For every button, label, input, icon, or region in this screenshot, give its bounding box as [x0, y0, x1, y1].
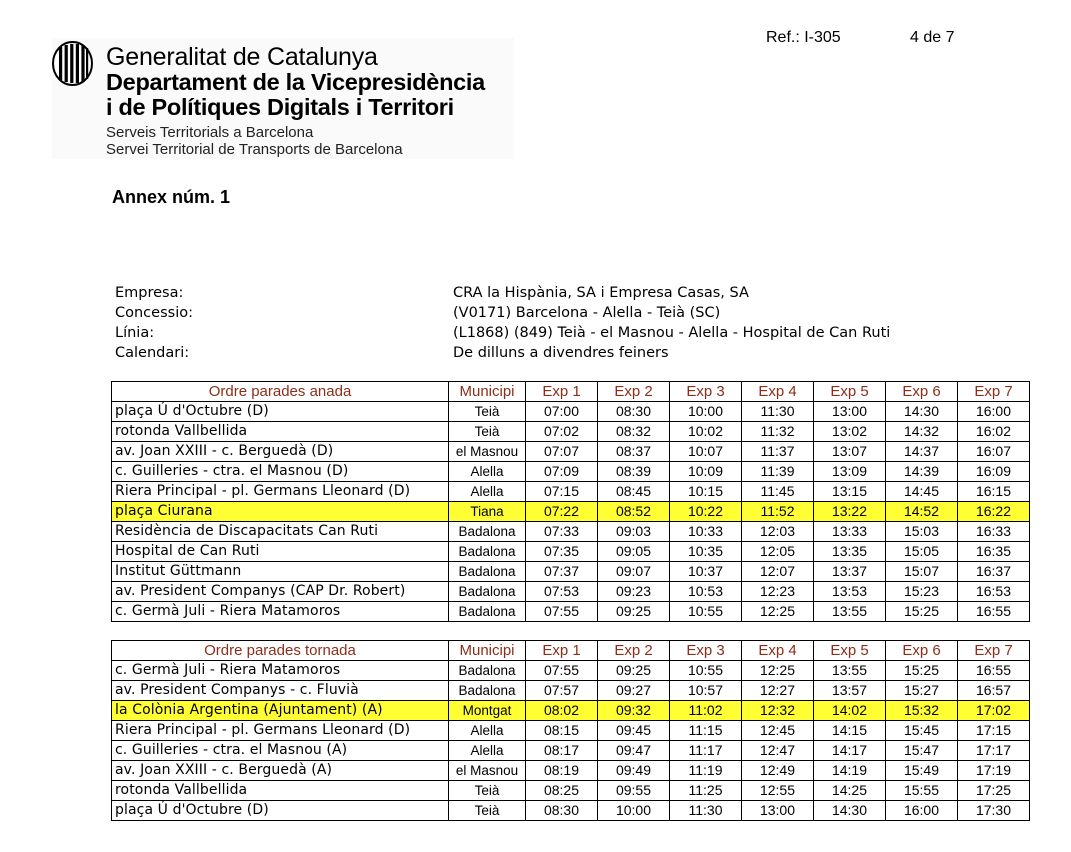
departure-time: 07:02	[526, 422, 598, 442]
departure-time: 10:15	[670, 482, 742, 502]
departure-time: 11:15	[670, 721, 742, 741]
municipality: Alella	[449, 482, 526, 502]
departure-time: 16:53	[958, 582, 1030, 602]
generalitat-emblem-icon	[52, 41, 93, 86]
trip-column-header: Exp 4	[742, 382, 814, 402]
departure-time: 17:30	[958, 801, 1030, 821]
departure-time: 12:47	[742, 741, 814, 761]
departure-time: 09:49	[598, 761, 670, 781]
departure-time: 12:27	[742, 681, 814, 701]
stop-name: c. Germà Juli - Riera Matamoros	[112, 661, 449, 681]
stop-column-header: Ordre parades tornada	[112, 641, 449, 661]
municipality: Teià	[449, 781, 526, 801]
stop-name: Residència de Discapacitats Can Ruti	[112, 522, 449, 542]
stop-name: Institut Güttmann	[112, 562, 449, 582]
stop-name: rotonda Vallbellida	[112, 781, 449, 801]
departure-time: 10:02	[670, 422, 742, 442]
departure-time: 09:25	[598, 602, 670, 622]
info-value: De dilluns a divendres feiners	[453, 345, 669, 361]
municipality: Badalona	[449, 602, 526, 622]
departure-time: 08:02	[526, 701, 598, 721]
departure-time: 09:45	[598, 721, 670, 741]
table-row	[112, 602, 1030, 622]
departure-time: 13:22	[814, 502, 886, 522]
departure-time: 13:53	[814, 582, 886, 602]
departure-time: 16:00	[886, 801, 958, 821]
stop-name: av. Joan XXIII - c. Berguedà (D)	[112, 442, 449, 462]
departure-time: 08:37	[598, 442, 670, 462]
departure-time: 12:49	[742, 761, 814, 781]
trip-column-header: Exp 7	[958, 641, 1030, 661]
departure-time: 09:07	[598, 562, 670, 582]
departure-time: 14:32	[886, 422, 958, 442]
departure-time: 11:30	[742, 402, 814, 422]
departure-time: 08:39	[598, 462, 670, 482]
trip-column-header: Exp 2	[598, 641, 670, 661]
departure-time: 12:55	[742, 781, 814, 801]
table-row	[112, 502, 1030, 522]
departure-time: 16:07	[958, 442, 1030, 462]
trip-column-header: Exp 5	[814, 382, 886, 402]
municipality: Badalona	[449, 522, 526, 542]
departure-time: 14:19	[814, 761, 886, 781]
departure-time: 15:05	[886, 542, 958, 562]
departure-time: 14:17	[814, 741, 886, 761]
info-value: (V0171) Barcelona - Alella - Teià (SC)	[453, 305, 721, 321]
departure-time: 09:23	[598, 582, 670, 602]
return-timetable	[111, 640, 1030, 821]
departure-time: 14:52	[886, 502, 958, 522]
departure-time: 13:00	[742, 801, 814, 821]
municipality: Badalona	[449, 542, 526, 562]
departure-time: 16:33	[958, 522, 1030, 542]
service-line-2: Servei Territorial de Transports de Barcelona	[106, 141, 403, 158]
departure-time: 13:02	[814, 422, 886, 442]
table-row	[112, 422, 1030, 442]
municipality: Teià	[449, 801, 526, 821]
departure-time: 11:30	[670, 801, 742, 821]
departure-time: 08:45	[598, 482, 670, 502]
municipality: Badalona	[449, 661, 526, 681]
departure-time: 10:35	[670, 542, 742, 562]
departure-time: 16:37	[958, 562, 1030, 582]
municipality: Teià	[449, 422, 526, 442]
departure-time: 11:45	[742, 482, 814, 502]
table-row	[112, 721, 1030, 741]
table-row	[112, 781, 1030, 801]
departure-time: 13:57	[814, 681, 886, 701]
departure-time: 07:22	[526, 502, 598, 522]
stop-name: plaça Ciurana	[112, 502, 449, 522]
departure-time: 15:55	[886, 781, 958, 801]
departure-time: 07:33	[526, 522, 598, 542]
trip-column-header: Exp 2	[598, 382, 670, 402]
municipality-column-header: Municipi	[449, 641, 526, 661]
table-row	[112, 761, 1030, 781]
departure-time: 09:03	[598, 522, 670, 542]
departure-time: 12:25	[742, 602, 814, 622]
departure-time: 10:22	[670, 502, 742, 522]
stop-name: plaça Ú d'Octubre (D)	[112, 402, 449, 422]
departure-time: 09:55	[598, 781, 670, 801]
departure-time: 14:02	[814, 701, 886, 721]
departure-time: 17:17	[958, 741, 1030, 761]
info-label: Concessio:	[115, 305, 193, 321]
departure-time: 13:00	[814, 402, 886, 422]
departure-time: 13:55	[814, 661, 886, 681]
info-value: CRA la Hispània, SA i Empresa Casas, SA	[453, 285, 749, 301]
departure-time: 14:45	[886, 482, 958, 502]
departure-time: 15:27	[886, 681, 958, 701]
municipality-column-header: Municipi	[449, 382, 526, 402]
departure-time: 11:25	[670, 781, 742, 801]
departure-time: 08:30	[526, 801, 598, 821]
departure-time: 08:17	[526, 741, 598, 761]
stop-name: c. Guilleries - ctra. el Masnou (D)	[112, 462, 449, 482]
departure-time: 12:45	[742, 721, 814, 741]
departure-time: 16:02	[958, 422, 1030, 442]
departure-time: 12:32	[742, 701, 814, 721]
departure-time: 09:47	[598, 741, 670, 761]
trip-column-header: Exp 6	[886, 641, 958, 661]
table-header-row	[112, 382, 1030, 402]
departure-time: 10:37	[670, 562, 742, 582]
departure-time: 16:15	[958, 482, 1030, 502]
trip-column-header: Exp 4	[742, 641, 814, 661]
outbound-timetable	[111, 381, 1030, 622]
stop-name: la Colònia Argentina (Ajuntament) (A)	[112, 701, 449, 721]
table-row	[112, 701, 1030, 721]
departure-time: 16:22	[958, 502, 1030, 522]
departure-time: 13:35	[814, 542, 886, 562]
departure-time: 14:30	[886, 402, 958, 422]
departure-time: 11:32	[742, 422, 814, 442]
stop-name: plaça Ú d'Octubre (D)	[112, 801, 449, 821]
info-label: Empresa:	[115, 285, 184, 301]
trip-column-header: Exp 1	[526, 641, 598, 661]
departure-time: 07:07	[526, 442, 598, 462]
departure-time: 10:09	[670, 462, 742, 482]
departure-time: 08:19	[526, 761, 598, 781]
annex-title: Annex núm. 1	[112, 187, 231, 207]
departure-time: 10:33	[670, 522, 742, 542]
table-row	[112, 482, 1030, 502]
departure-time: 07:00	[526, 402, 598, 422]
departure-time: 15:07	[886, 562, 958, 582]
departure-time: 09:05	[598, 542, 670, 562]
departure-time: 07:57	[526, 681, 598, 701]
info-label: Línia:	[115, 325, 155, 341]
departure-time: 10:57	[670, 681, 742, 701]
departure-time: 07:53	[526, 582, 598, 602]
table-row	[112, 801, 1030, 821]
departure-time: 11:37	[742, 442, 814, 462]
departure-time: 10:00	[598, 801, 670, 821]
departure-time: 15:23	[886, 582, 958, 602]
departure-time: 07:55	[526, 602, 598, 622]
departure-time: 09:27	[598, 681, 670, 701]
stop-column-header: Ordre parades anada	[112, 382, 449, 402]
stop-name: c. Germà Juli - Riera Matamoros	[112, 602, 449, 622]
departure-time: 14:30	[814, 801, 886, 821]
departure-time: 07:35	[526, 542, 598, 562]
departure-time: 11:17	[670, 741, 742, 761]
departure-time: 16:09	[958, 462, 1030, 482]
departure-time: 16:55	[958, 602, 1030, 622]
departure-time: 17:19	[958, 761, 1030, 781]
reference-number: Ref.: I-305	[766, 29, 841, 46]
municipality: el Masnou	[449, 761, 526, 781]
org-name: Generalitat de Catalunya	[106, 43, 378, 71]
municipality: Teià	[449, 402, 526, 422]
departure-time: 17:25	[958, 781, 1030, 801]
municipality: Alella	[449, 462, 526, 482]
departure-time: 13:37	[814, 562, 886, 582]
departure-time: 11:19	[670, 761, 742, 781]
departure-time: 10:55	[670, 602, 742, 622]
departure-time: 13:55	[814, 602, 886, 622]
departure-time: 12:07	[742, 562, 814, 582]
stop-name: Riera Principal - pl. Germans Lleonard (D)	[112, 721, 449, 741]
stop-name: Riera Principal - pl. Germans Lleonard (D)	[112, 482, 449, 502]
departure-time: 16:55	[958, 661, 1030, 681]
stop-name: rotonda Vallbellida	[112, 422, 449, 442]
municipality: Alella	[449, 721, 526, 741]
table-row	[112, 522, 1030, 542]
departure-time: 16:35	[958, 542, 1030, 562]
departure-time: 08:15	[526, 721, 598, 741]
departure-time: 16:57	[958, 681, 1030, 701]
stop-name: Hospital de Can Ruti	[112, 542, 449, 562]
trip-column-header: Exp 1	[526, 382, 598, 402]
departure-time: 11:39	[742, 462, 814, 482]
department-line-2: i de Polítiques Digitals i Territori	[106, 94, 454, 120]
departure-time: 07:09	[526, 462, 598, 482]
departure-time: 16:00	[958, 402, 1030, 422]
departure-time: 15:25	[886, 602, 958, 622]
municipality: Badalona	[449, 562, 526, 582]
departure-time: 14:15	[814, 721, 886, 741]
table-row	[112, 462, 1030, 482]
departure-time: 07:55	[526, 661, 598, 681]
municipality: Alella	[449, 741, 526, 761]
departure-time: 13:15	[814, 482, 886, 502]
departure-time: 09:32	[598, 701, 670, 721]
municipality: Badalona	[449, 681, 526, 701]
generalitat-logo-block	[52, 38, 514, 159]
departure-time: 07:37	[526, 562, 598, 582]
municipality: el Masnou	[449, 442, 526, 462]
departure-time: 14:25	[814, 781, 886, 801]
departure-time: 07:15	[526, 482, 598, 502]
table-row	[112, 442, 1030, 462]
departure-time: 14:37	[886, 442, 958, 462]
service-line-1: Serveis Territorials a Barcelona	[106, 124, 314, 141]
departure-time: 12:25	[742, 661, 814, 681]
table-row	[112, 681, 1030, 701]
departure-time: 13:33	[814, 522, 886, 542]
departure-time: 14:39	[886, 462, 958, 482]
municipality: Tiana	[449, 502, 526, 522]
departure-time: 17:02	[958, 701, 1030, 721]
table-row	[112, 402, 1030, 422]
info-value: (L1868) (849) Teià - el Masnou - Alella - Hospital de Can Ruti	[453, 325, 891, 341]
departure-time: 12:23	[742, 582, 814, 602]
department-line-1: Departament de la Vicepresidència	[106, 69, 485, 95]
departure-time: 11:02	[670, 701, 742, 721]
departure-time: 15:25	[886, 661, 958, 681]
departure-time: 10:55	[670, 661, 742, 681]
departure-time: 15:32	[886, 701, 958, 721]
table-row	[112, 582, 1030, 602]
trip-column-header: Exp 3	[670, 382, 742, 402]
departure-time: 12:03	[742, 522, 814, 542]
departure-time: 08:52	[598, 502, 670, 522]
municipality: Badalona	[449, 582, 526, 602]
departure-time: 10:00	[670, 402, 742, 422]
trip-column-header: Exp 5	[814, 641, 886, 661]
trip-column-header: Exp 6	[886, 382, 958, 402]
trip-column-header: Exp 7	[958, 382, 1030, 402]
departure-time: 17:15	[958, 721, 1030, 741]
stop-name: av. President Companys (CAP Dr. Robert)	[112, 582, 449, 602]
departure-time: 08:32	[598, 422, 670, 442]
departure-time: 15:45	[886, 721, 958, 741]
trip-column-header: Exp 3	[670, 641, 742, 661]
table-row	[112, 661, 1030, 681]
departure-time: 08:25	[526, 781, 598, 801]
departure-time: 12:05	[742, 542, 814, 562]
table-row	[112, 741, 1030, 761]
departure-time: 10:53	[670, 582, 742, 602]
stop-name: av. President Companys - c. Fluvià	[112, 681, 449, 701]
page-number: 4 de 7	[910, 29, 955, 46]
stop-name: c. Guilleries - ctra. el Masnou (A)	[112, 741, 449, 761]
departure-time: 10:07	[670, 442, 742, 462]
info-label: Calendari:	[115, 345, 190, 361]
municipality: Montgat	[449, 701, 526, 721]
departure-time: 11:52	[742, 502, 814, 522]
departure-time: 15:03	[886, 522, 958, 542]
stop-name: av. Joan XXIII - c. Berguedà (A)	[112, 761, 449, 781]
departure-time: 08:30	[598, 402, 670, 422]
departure-time: 13:07	[814, 442, 886, 462]
departure-time: 15:47	[886, 741, 958, 761]
departure-time: 13:09	[814, 462, 886, 482]
departure-time: 15:49	[886, 761, 958, 781]
table-row	[112, 562, 1030, 582]
table-row	[112, 542, 1030, 562]
departure-time: 09:25	[598, 661, 670, 681]
table-header-row	[112, 641, 1030, 661]
